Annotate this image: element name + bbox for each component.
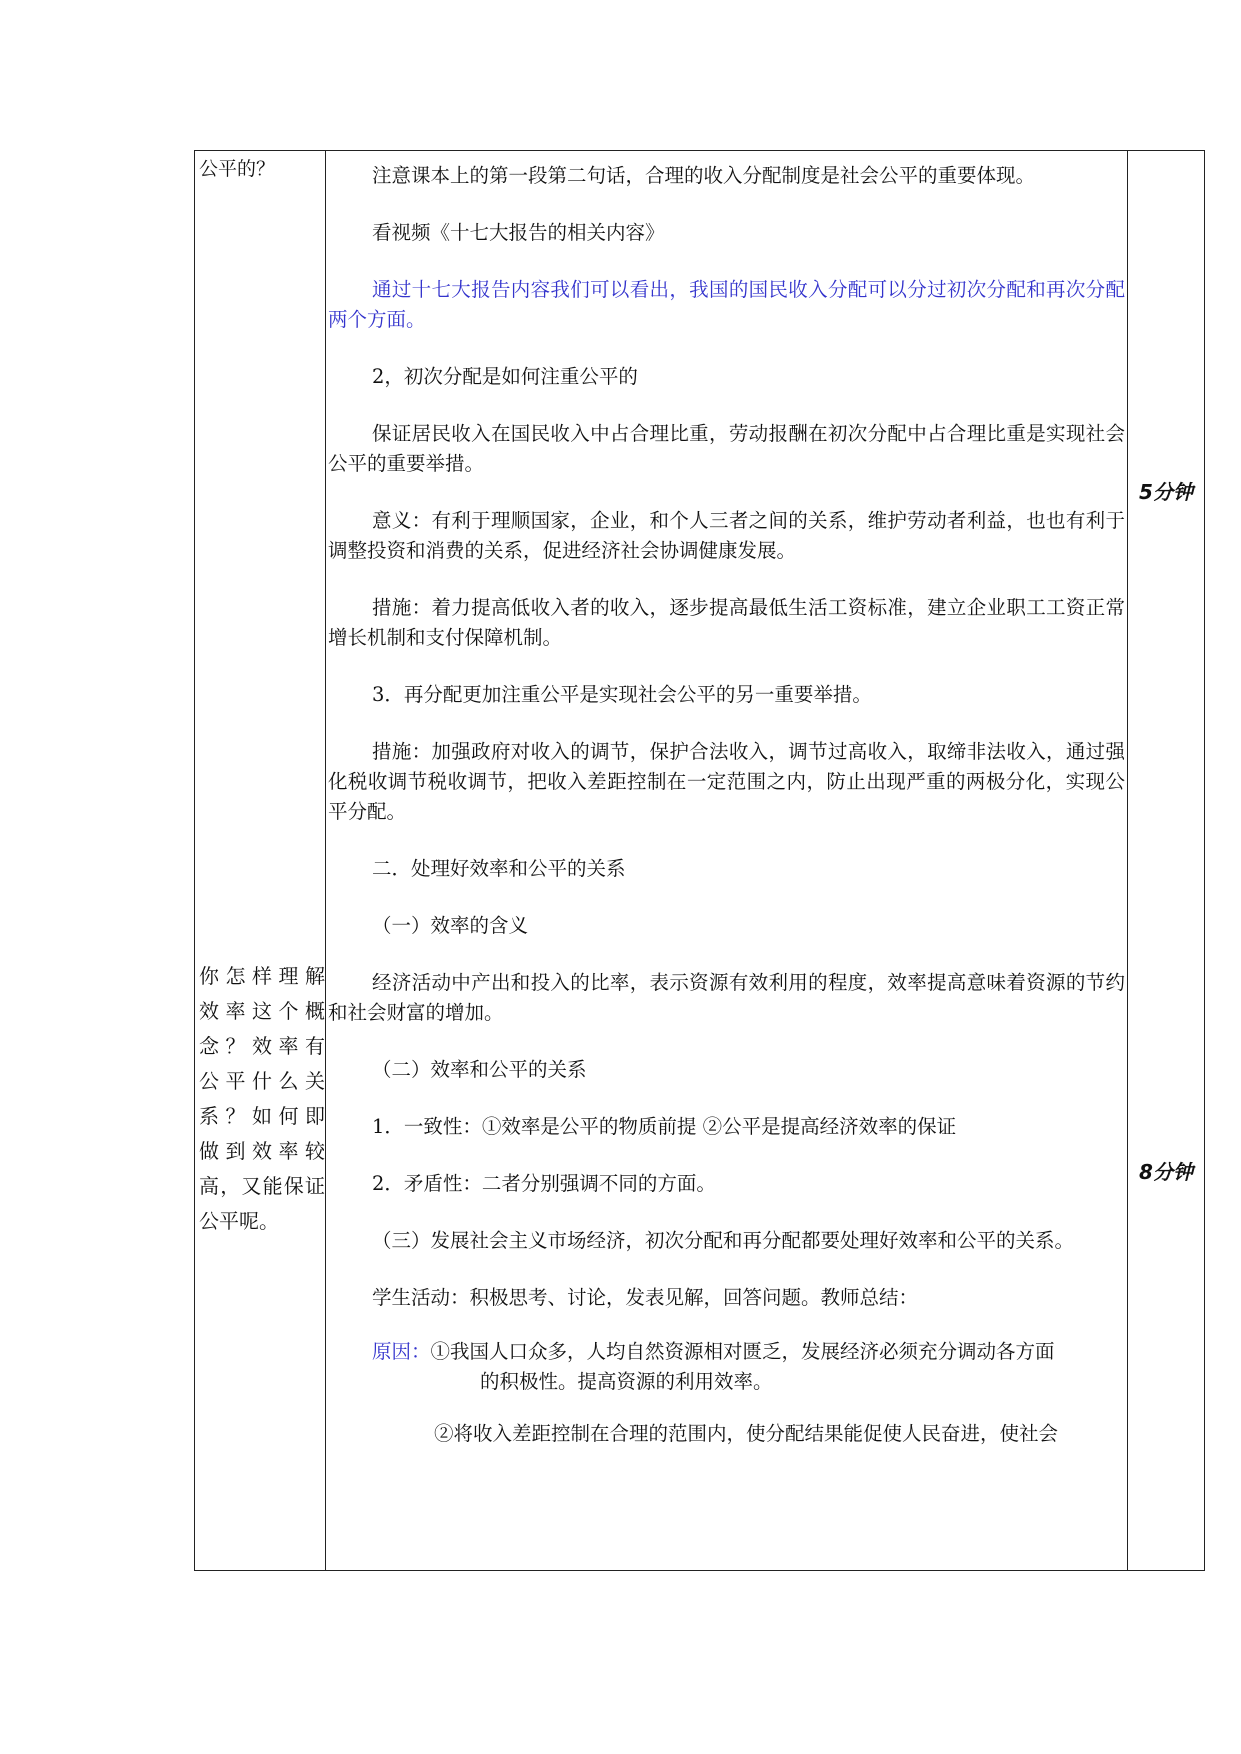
list-item: 1．一致性：①效率是公平的物质前提 ②公平是提高经济效率的保证 xyxy=(372,1115,957,1138)
section-heading: 3．再分配更加注重公平是实现社会公平的另一重要举措。 xyxy=(372,683,872,706)
list-item: 2．矛盾性：二者分别强调不同的方面。 xyxy=(372,1172,716,1195)
reason-label: 原因： xyxy=(372,1340,431,1363)
reason-item-continued: 的积极性。提高资源的利用效率。 xyxy=(480,1370,773,1393)
subsection-heading: （二）效率和公平的关系 xyxy=(372,1058,587,1081)
time-column xyxy=(1128,151,1205,1571)
paragraph-highlight: 通过十七大报告内容我们可以看出，我国的国民收入分配可以分过初次分配和再次分配两个方面。 xyxy=(328,278,1125,331)
question-line: 做到效率较 xyxy=(199,1139,325,1163)
question-line: 你怎样理解 xyxy=(199,964,325,988)
paragraph: 措施：加强政府对收入的调节，保护合法收入，调节过高收入，取缔非法收入，通过强化税收调节税收调节，把收入差距控制在一定范围之内，防止出现严重的两极分化，实现公平分配。 xyxy=(328,740,1125,823)
reason-item: ①我国人口众多，人均自然资源相对匮乏，发展经济必须充分调动各方面 xyxy=(430,1340,1055,1363)
question-text-efficiency xyxy=(199,959,325,1239)
paragraph: 意义：有利于理顺国家，企业，和个人三者之间的关系，维护劳动者利益，也也有利于调整投资和消费的关系，促进经济社会协调健康发展。 xyxy=(328,509,1125,562)
lesson-table xyxy=(194,150,1205,1571)
section-heading: 二．处理好效率和公平的关系 xyxy=(372,857,626,880)
section-heading: 2，初次分配是如何注重公平的 xyxy=(372,365,638,388)
question-line: 效率这个概 xyxy=(199,999,325,1023)
paragraph: 经济活动中产出和投入的比率，表示资源有效利用的程度，效率提高意味着资源的节约和社会财富的增加。 xyxy=(328,971,1125,1024)
question-line: 念？效率有 xyxy=(199,1034,325,1058)
table-row xyxy=(195,151,1205,1571)
time-label: 5分钟 xyxy=(1139,480,1193,504)
content-column xyxy=(326,151,1128,1571)
question-column xyxy=(195,151,326,1571)
subsection-heading: （一）效率的含义 xyxy=(372,914,529,937)
question-line: 系？如何即 xyxy=(199,1104,325,1128)
question-line: 高，又能保证 xyxy=(199,1174,325,1198)
paragraph: 学生活动：积极思考、讨论，发表见解，回答问题。教师总结： xyxy=(372,1286,919,1309)
question-line: 公平呢。 xyxy=(199,1209,279,1233)
reason-block xyxy=(328,1337,1125,1397)
paragraph: 注意课本上的第一段第二句话，合理的收入分配制度是社会公平的重要体现。 xyxy=(372,164,1036,187)
time-label: 8分钟 xyxy=(1139,1160,1193,1184)
question-text-top: 公平的？ xyxy=(199,158,276,180)
paragraph: 保证居民收入在国民收入中占合理比重，劳动报酬在初次分配中占合理比重是实现社会公平的重要举措。 xyxy=(328,422,1125,475)
reason-item: ②将收入差距控制在合理的范围内，使分配结果能促使人民奋进，使社会 xyxy=(434,1422,1059,1445)
paragraph: 看视频《十七大报告的相关内容》 xyxy=(372,221,665,244)
paragraph: 措施：着力提高低收入者的收入，逐步提高最低生活工资标准，建立企业职工工资正常增长机制和支付保障机制。 xyxy=(328,596,1125,649)
question-line: 公平什么关 xyxy=(199,1069,325,1093)
subsection-heading: （三）发展社会主义市场经济，初次分配和再分配都要处理好效率和公平的关系。 xyxy=(372,1229,1075,1252)
